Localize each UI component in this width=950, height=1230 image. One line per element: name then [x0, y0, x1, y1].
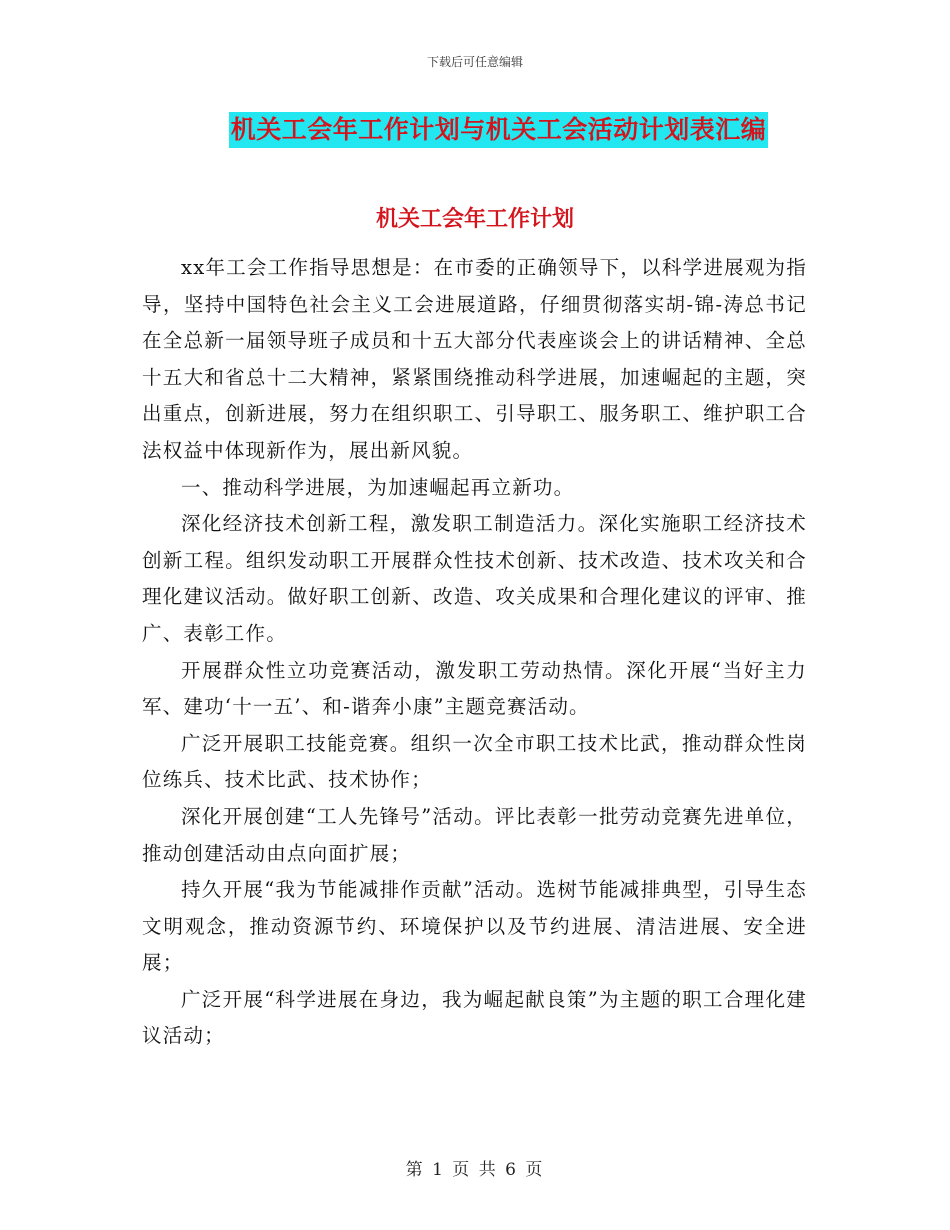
paragraph: xx年工会工作指导思想是：在市委的正确领导下，以科学进展观为指导，坚持中国特色社会主义工会进展道路，仔细贯彻落实胡-锦-涛总书记在全总新一届领导班子成员和十五大部分代表座谈会上的讲话精神、全总十五大和省总十二大精神，紧紧围绕推动科学进展，加速崛起的主题，突出重点，创新进展，努力在组织职工、引导职工、服务职工、维护职工合法权益中体现新作为，展出新风貌。 [142, 256, 807, 462]
paragraph: 开展群众性立功竞赛活动，激发职工劳动热情。深化开展“当好主力军、建功‘十一五’、和-谐奔小康”主题竞赛活动。 [142, 658, 807, 719]
paragraph: 广泛开展职工技能竞赛。组织一次全市职工技术比武，推动群众性岗位练兵、技术比武、技术协作； [142, 731, 807, 792]
header-note: 下载后可任意编辑 [426, 55, 523, 69]
paragraph: 广泛开展“科学进展在身边，我为崛起献良策”为主题的职工合理化建议活动； [142, 987, 807, 1048]
document-body [142, 250, 807, 1055]
main-title: 机关工会年工作计划与机关工会活动计划表汇编 [229, 112, 769, 148]
paragraph: 深化经济技术创新工程，激发职工制造活力。深化实施职工经济技术创新工程。组织发动职工开展群众性技术创新、技术改造、技术攻关和合理化建议活动。做好职工创新、改造、攻关成果和合理化建议的评审、推广、表彰工作。 [142, 512, 807, 645]
paragraph: 深化开展创建“工人先锋号”活动。评比表彰一批劳动竞赛先进单位，推动创建活动由点向面扩展； [142, 804, 807, 865]
paragraph: 持久开展“我为节能减排作贡献”活动。选树节能减排典型，引导生态文明观念，推动资源节约、环境保护以及节约进展、清洁进展、安全进展； [142, 878, 807, 975]
paragraph: 一、推动科学进展，为加速崛起再立新功。 [181, 475, 575, 499]
main-title-wrap [0, 112, 950, 148]
section-title: 机关工会年工作计划 [375, 207, 574, 232]
page-footer: 第 1 页 共 6 页 [405, 1160, 545, 1180]
